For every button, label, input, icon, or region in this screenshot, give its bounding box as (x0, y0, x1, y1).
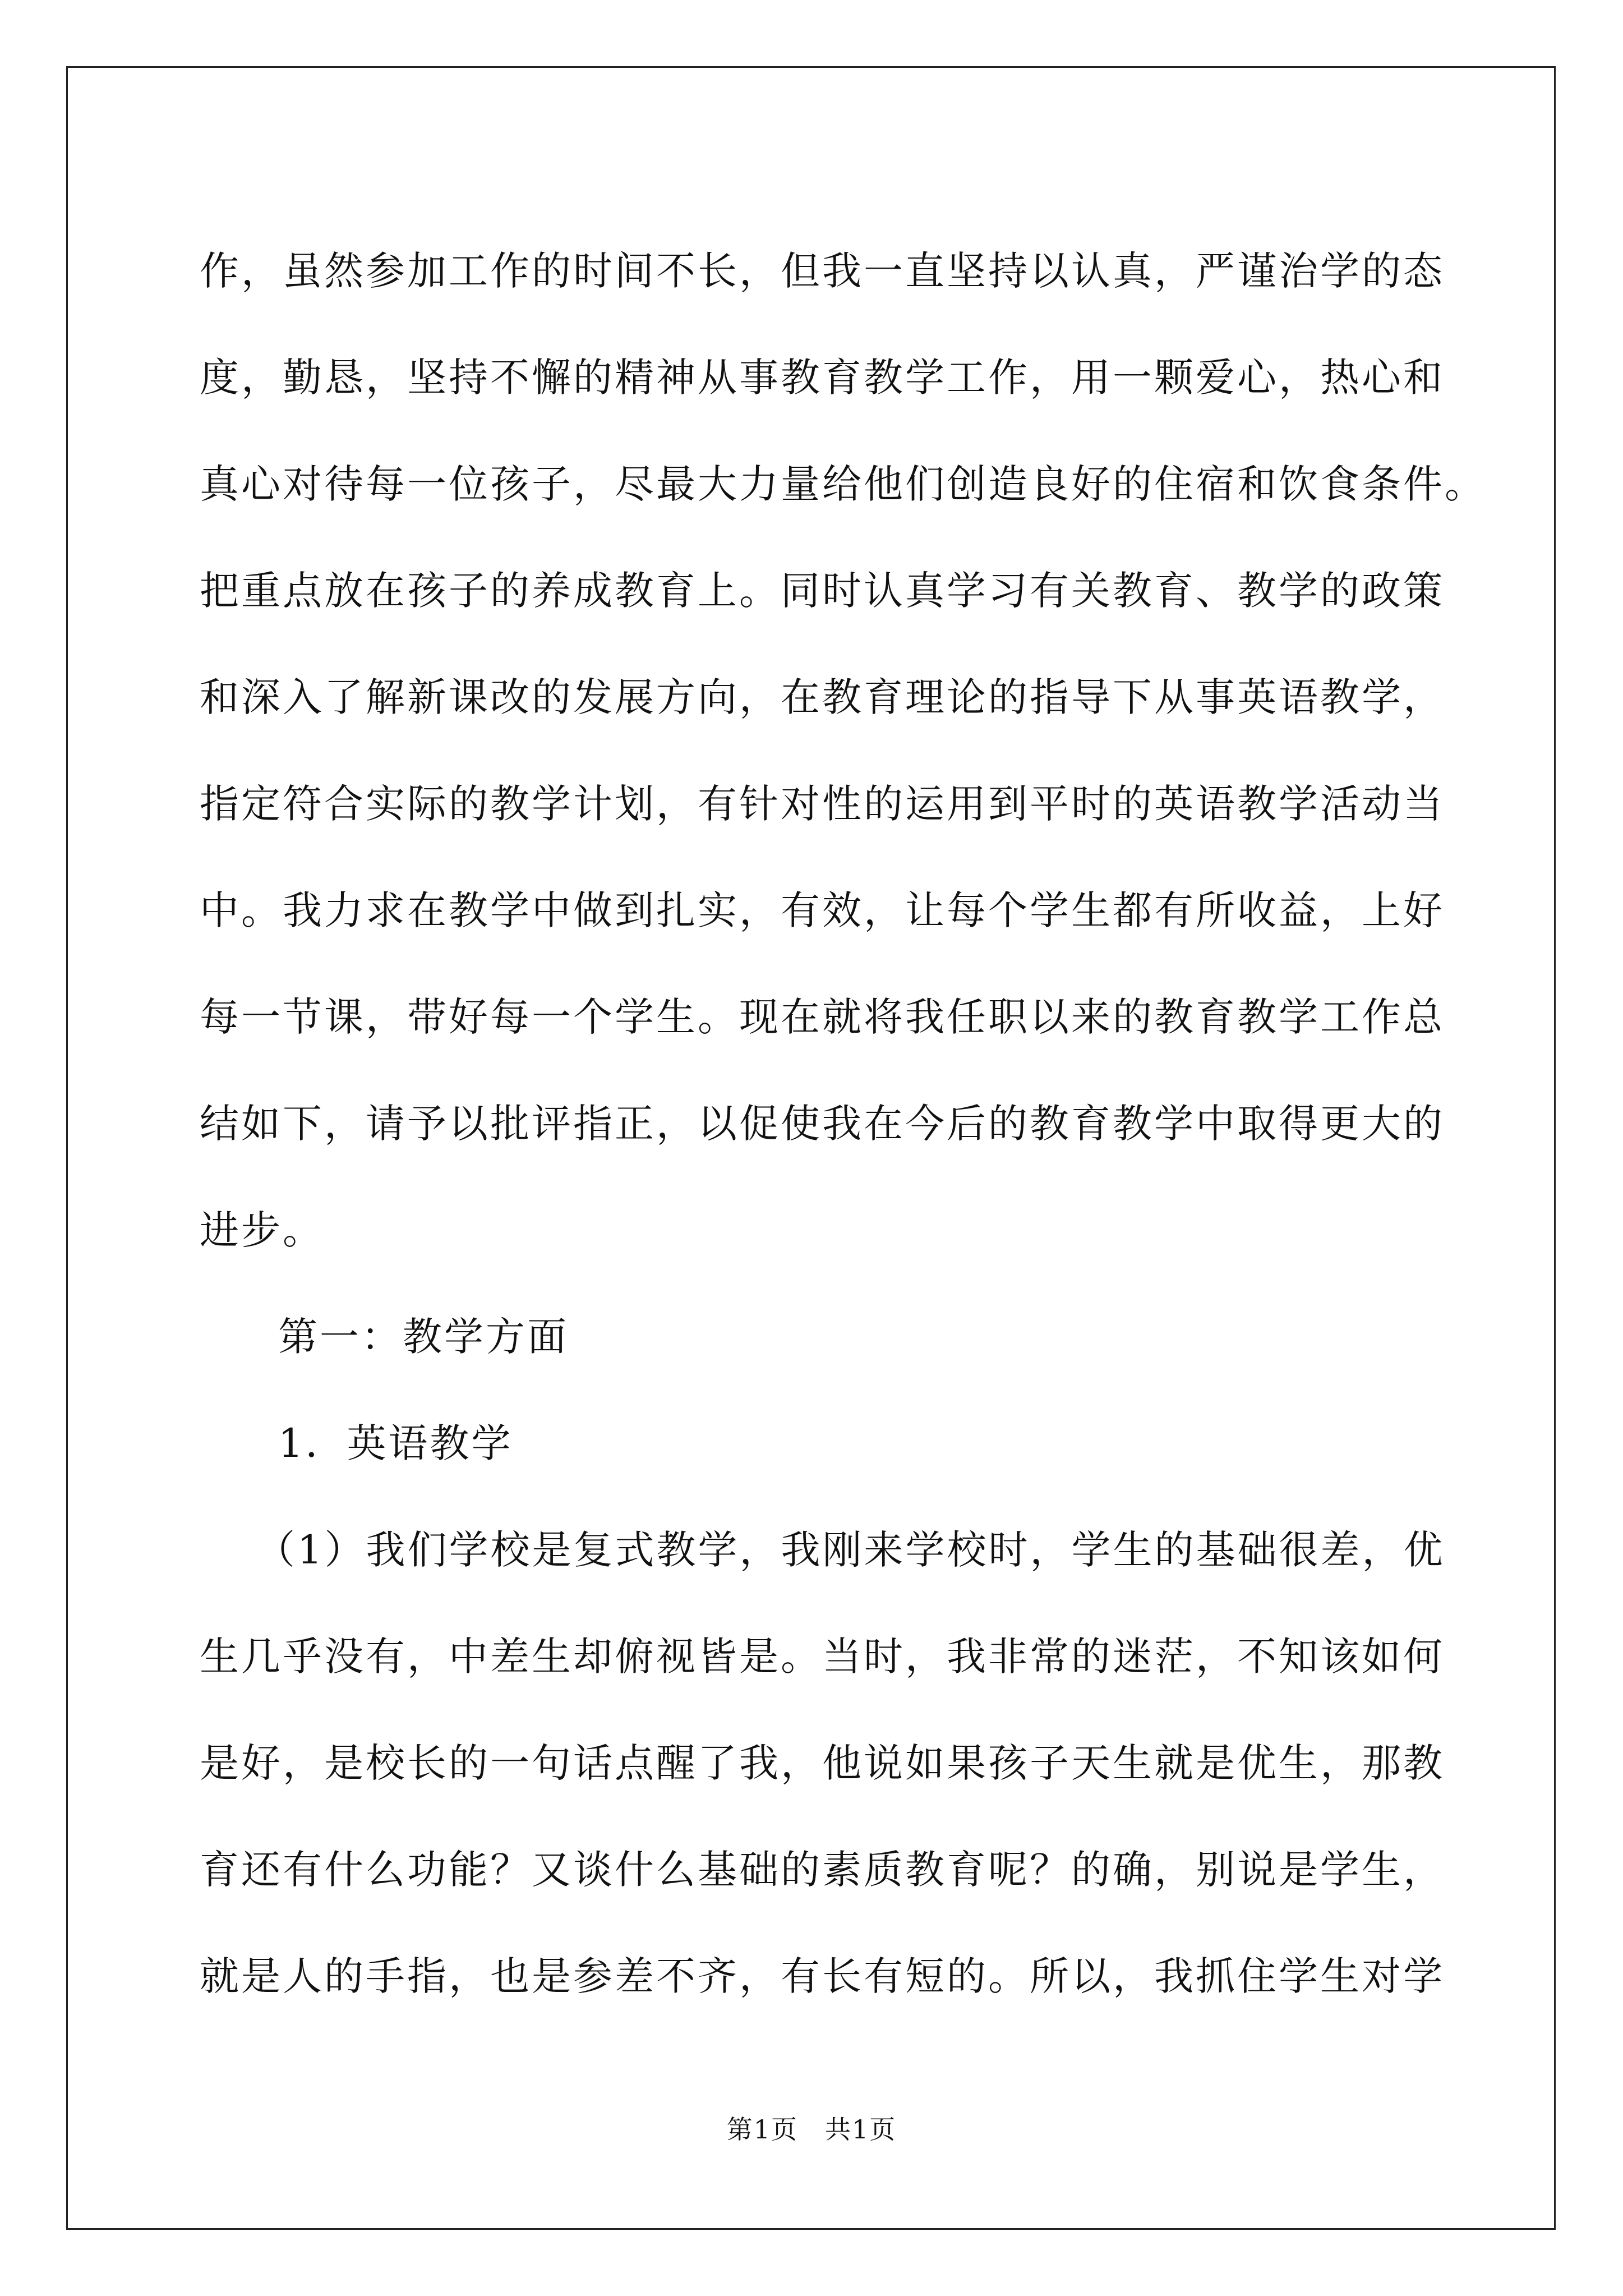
text-line: 就是人的手指，也是参差不齐，有长有短的。所以，我抓住学生对学 (200, 1953, 1445, 1999)
text-line: 作，虽然参加工作的时间不长，但我一直坚持以认真，严谨治学的态 (200, 248, 1445, 294)
text-line: 把重点放在孩子的养成教育上。同时认真学习有关教育、教学的政策 (200, 568, 1445, 614)
text-line: 每一节课，带好每一个学生。现在就将我任职以来的教育教学工作总 (200, 994, 1445, 1040)
paragraph-english-teaching (200, 1497, 1445, 2030)
text-line: 育还有什么功能？又谈什么基础的素质教育呢？的确，别说是学生， (200, 1847, 1445, 1893)
subsection-heading-english (200, 1390, 1433, 1497)
text-line: 结如下，请予以批评指正，以促使我在今后的教育教学中取得更大的 (200, 1101, 1445, 1147)
section-heading-teaching (200, 1283, 1433, 1390)
text-line: 度，勤恳，坚持不懈的精神从事教育教学工作，用一颗爱心，热心和 (200, 355, 1445, 401)
text-line: 生几乎没有，中差生却俯视皆是。当时，我非常的迷茫，不知该如何 (200, 1634, 1445, 1680)
paragraph-intro (200, 218, 1486, 1283)
heading-text: 1．英语教学 (278, 1420, 513, 1466)
text-line: （1）我们学校是复式教学，我刚来学校时，学生的基础很差，优 (256, 1527, 1445, 1573)
text-line: 中。我力求在教学中做到扎实，有效，让每个学生都有所收益，上好 (200, 887, 1445, 933)
heading-text: 第一：教学方面 (278, 1314, 569, 1360)
page-footer: 第1页 共1页 (726, 2114, 897, 2145)
text-line: 是好，是校长的一句话点醒了我，他说如果孩子天生就是优生，那教 (200, 1740, 1445, 1786)
text-line: 真心对待每一位孩子，尽最大力量给他们创造良好的住宿和饮食条件。 (200, 461, 1486, 507)
document-body (200, 218, 1486, 2030)
text-line: 进步。 (200, 1207, 324, 1253)
text-line: 指定符合实际的教学计划，有针对性的运用到平时的英语教学活动当 (200, 781, 1445, 827)
text-line: 和深入了解新课改的发展方向，在教育理论的指导下从事英语教学， (200, 674, 1445, 720)
